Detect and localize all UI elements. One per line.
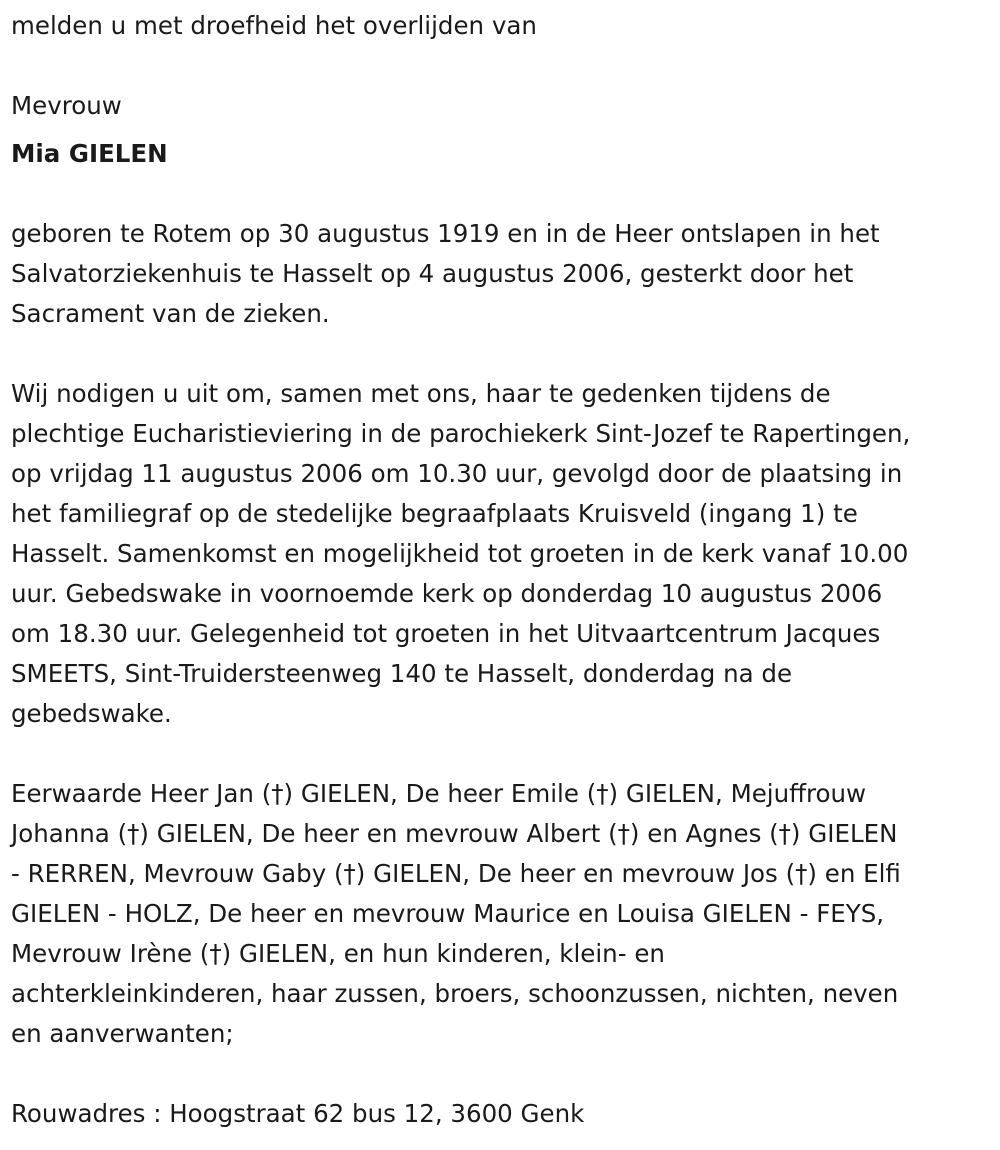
paragraph-line: Salvatorziekenhuis te Hasselt op 4 augustus 2006, gesterkt door het: [11, 259, 854, 288]
paragraph-line: Wij nodigen u uit om, samen met ons, haar te gedenken tijdens de: [11, 379, 831, 408]
paragraph-line: Eerwaarde Heer Jan (†) GIELEN, De heer Emile (†) GIELEN, Mejuffrouw: [11, 779, 867, 808]
paragraph-line: - RERREN, Mevrouw Gaby (†) GIELEN, De heer en mevrouw Jos (†) en Elfi: [11, 859, 901, 888]
spacer: [11, 46, 1000, 86]
family-paragraph: [11, 774, 1000, 1054]
paragraph-line: om 18.30 uur. Gelegenheid tot groeten in het Uitvaartcentrum Jacques: [11, 619, 881, 648]
paragraph-line: Mevrouw Irène (†) GIELEN, en hun kinderen, klein- en: [11, 939, 665, 968]
paragraph-line: achterkleinkinderen, haar zussen, broers, schoonzussen, nichten, neven: [11, 979, 899, 1008]
paragraph-line: het familiegraf op de stedelijke begraafplaats Kruisveld (ingang 1) te: [11, 499, 858, 528]
paragraph-line: Johanna (†) GIELEN, De heer en mevrouw Albert (†) en Agnes (†) GIELEN: [11, 819, 898, 848]
deceased-name: Mia GIELEN: [11, 139, 168, 168]
paragraph-line: op vrijdag 11 augustus 2006 om 10.30 uur, gevolgd door de plaatsing in: [11, 459, 903, 488]
paragraph-line: gebedswake.: [11, 699, 172, 728]
birth-death-paragraph: [11, 214, 1000, 334]
spacer: [11, 734, 1000, 774]
paragraph-line: GIELEN - HOLZ, De heer en mevrouw Maurice en Louisa GIELEN - FEYS,: [11, 899, 885, 928]
mourning-address: Rouwadres : Hoogstraat 62 bus 12, 3600 Genk: [11, 1099, 585, 1128]
spacer: [11, 1054, 1000, 1094]
paragraph-line: Sacrament van de zieken.: [11, 299, 330, 328]
ceremony-paragraph: [11, 374, 1000, 734]
intro-text: melden u met droefheid het overlijden van: [11, 11, 537, 40]
paragraph-line: plechtige Eucharistieviering in de parochiekerk Sint-Jozef te Rapertingen,: [11, 419, 911, 448]
paragraph-line: SMEETS, Sint-Truidersteenweg 140 te Hasselt, donderdag na de: [11, 659, 793, 688]
paragraph-line: geboren te Rotem op 30 augustus 1919 en in de Heer ontslapen in het: [11, 219, 880, 248]
spacer: [11, 334, 1000, 374]
paragraph-line: Hasselt. Samenkomst en mogelijkheid tot groeten in de kerk vanaf 10.00: [11, 539, 909, 568]
paragraph-line: uur. Gebedswake in voornoemde kerk op donderdag 10 augustus 2006: [11, 579, 883, 608]
paragraph-line: en aanverwanten;: [11, 1019, 234, 1048]
spacer: [11, 174, 1000, 214]
salutation: Mevrouw: [11, 91, 122, 120]
